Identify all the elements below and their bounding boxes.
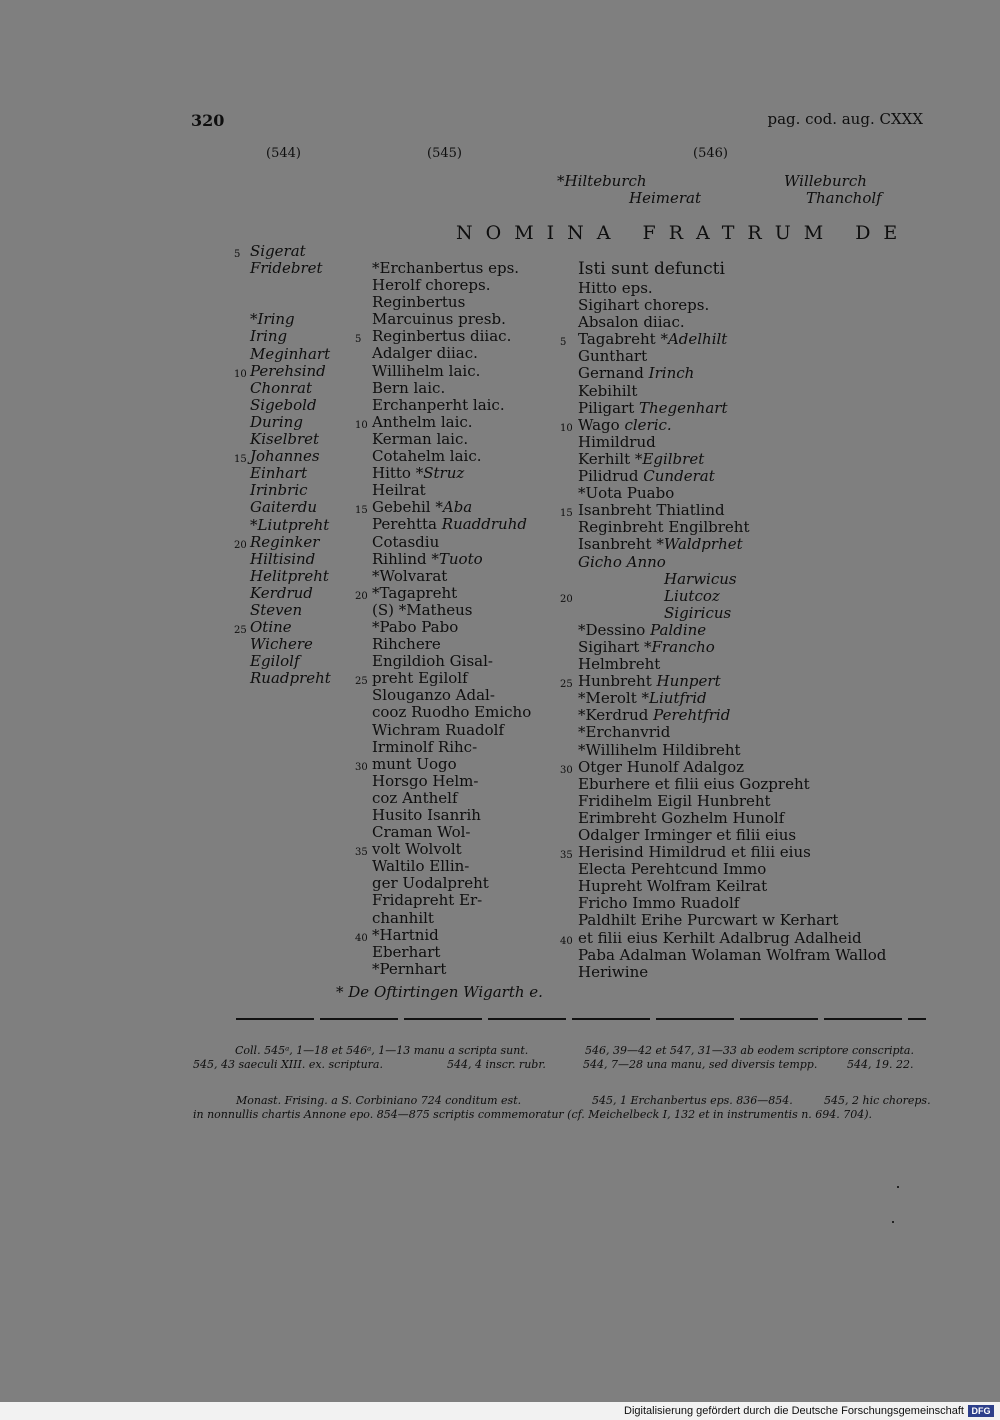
list-item — [250, 397, 331, 414]
list-item — [578, 451, 886, 468]
list-item — [372, 739, 531, 756]
list-item — [372, 773, 531, 790]
list-item — [234, 618, 331, 637]
name-text: Piligart — [578, 398, 639, 417]
name-text-italic: Cunderat — [643, 467, 715, 486]
name-text: Steven — [250, 600, 303, 619]
list-item — [372, 380, 531, 397]
top-name: Thancholf — [806, 189, 882, 207]
list-item — [578, 554, 886, 571]
name-text: (S) *Matheus — [372, 600, 473, 619]
name-text: Perehsind — [250, 361, 326, 380]
name-text: Iring — [250, 327, 288, 346]
name-text: Cotahelm laic. — [372, 447, 482, 466]
list-item — [372, 534, 531, 551]
list-item — [372, 277, 531, 294]
scan-speck — [897, 1186, 899, 1188]
line-number: 35 — [560, 850, 573, 862]
list-item — [578, 519, 886, 536]
name-text-italic: Perehtfrid — [653, 706, 731, 725]
list-item — [578, 707, 886, 724]
list-item — [250, 380, 331, 397]
name-text: Anthelm laic. — [372, 412, 473, 431]
name-text: Wago — [578, 415, 625, 434]
name-text: *Tagapreht — [372, 583, 458, 602]
name-text: Kebihilt — [578, 381, 638, 400]
name-text: Craman Wol- — [372, 823, 471, 842]
list-item — [250, 294, 331, 311]
name-text: volt Wolvolt — [372, 840, 462, 859]
name-text: Helmbreht — [578, 655, 661, 674]
list-item — [372, 311, 531, 328]
list-item — [372, 704, 531, 721]
name-text-italic: Ruaddruhd — [441, 515, 527, 534]
list-item — [372, 824, 531, 841]
list-item — [355, 412, 531, 431]
name-text-italic: *Adelhilt — [660, 330, 728, 349]
name-text: Egilolf — [250, 652, 300, 671]
name-text: Paldhilt Erihe Purcwart w Kerhart — [578, 911, 839, 930]
list-item — [372, 722, 531, 739]
column-546 — [560, 259, 887, 981]
name-text: Sigerat — [250, 242, 306, 260]
name-text: Otger Hunolf Adalgoz — [578, 757, 745, 776]
list-item — [250, 670, 331, 687]
list-item — [372, 431, 531, 448]
name-text: Reginbertus diiac. — [372, 327, 512, 346]
name-text: *Erchanvrid — [578, 723, 671, 742]
name-text: Meginhart — [250, 344, 331, 363]
name-text: Fridihelm Eigil Hunbreht — [578, 791, 771, 810]
list-item — [250, 482, 331, 499]
list-item — [578, 485, 886, 502]
list-item — [372, 345, 531, 362]
name-text: Waltilo Ellin- — [372, 857, 470, 876]
name-text: Herolf choreps. — [372, 276, 491, 295]
name-text: Horsgo Helm- — [372, 771, 479, 790]
line-number: 10 — [234, 368, 247, 380]
name-text-italic: cleric. — [624, 415, 672, 434]
list-item — [250, 517, 331, 534]
page-number: 320 — [191, 111, 225, 130]
name-text-italic: Harwicus — [664, 569, 737, 588]
list-item — [250, 311, 331, 328]
footnote: 545, 43 saeculi XIII. ex. scriptura. — [193, 1058, 383, 1071]
line-number: 20 — [560, 593, 573, 605]
name-text-italic: *Aba — [435, 498, 473, 517]
digitization-banner — [0, 1402, 1000, 1420]
list-item — [578, 690, 886, 707]
list-item — [372, 807, 531, 824]
list-item — [372, 910, 531, 927]
name-text: Kerdrud — [250, 583, 313, 602]
footnote: 544, 19. 22. — [847, 1058, 914, 1071]
list-item — [560, 330, 886, 349]
list-item — [578, 912, 886, 929]
name-text: *Pernhart — [372, 959, 447, 978]
list-item — [234, 242, 331, 260]
name-text: Hiltisind — [250, 549, 316, 568]
list-item — [578, 656, 886, 673]
name-text: Gunthart — [578, 347, 648, 366]
name-text: Irinbric — [250, 481, 308, 500]
name-text-italic: *Struz — [415, 464, 465, 483]
list-item — [250, 602, 331, 619]
list-item — [372, 961, 531, 978]
name-text: Kerman laic. — [372, 429, 469, 448]
name-text: Irminolf Rihc- — [372, 737, 478, 756]
column-number-544: (544) — [266, 146, 301, 161]
list-item — [372, 653, 531, 670]
name-text: Gernand — [578, 364, 649, 383]
list-item — [578, 742, 886, 759]
list-item — [372, 568, 531, 585]
list-item — [250, 277, 331, 294]
list-item — [578, 365, 886, 382]
line-number: 35 — [355, 847, 368, 859]
name-text: *Dessino — [578, 620, 651, 639]
name-text: *Erchanbertus eps. — [372, 259, 520, 277]
name-text: *Uota Puabo — [578, 484, 675, 503]
name-text: Himildrud — [578, 432, 656, 451]
list-item — [372, 619, 531, 636]
name-text: Paba Adalman Wolaman Wolfram Wallod — [578, 945, 887, 964]
line-number: 5 — [234, 249, 241, 260]
list-item — [372, 551, 531, 568]
name-text: Otine — [250, 618, 292, 637]
column-number-545: (545) — [427, 146, 462, 161]
name-text: *Iring — [250, 310, 295, 329]
list-item — [250, 636, 331, 653]
list-item — [578, 468, 886, 485]
list-item — [250, 346, 331, 363]
line-number: 20 — [355, 590, 368, 602]
name-text-italic: Hunpert — [656, 672, 721, 691]
column-545 — [355, 259, 532, 978]
name-text: Fricho Immo Ruadolf — [578, 894, 740, 913]
list-item — [250, 653, 331, 670]
line-number: 20 — [234, 539, 247, 551]
list-item — [372, 363, 531, 380]
list-item — [560, 586, 886, 605]
footnote: 544, 7—28 una manu, sed diversis tempp. — [583, 1058, 818, 1071]
list-item — [355, 840, 531, 859]
line-number: 10 — [355, 419, 368, 431]
footnote: 546, 39—42 et 547, 31—33 ab eodem scriptore conscripta. — [585, 1044, 914, 1057]
list-item — [560, 501, 886, 520]
name-text: Odalger Irminger et filii eius — [578, 826, 797, 844]
name-text: Engildioh Gisal- — [372, 652, 493, 671]
name-text: Chonrat — [250, 378, 312, 397]
name-text: Isanbreht — [578, 535, 657, 554]
name-text-italic: Irinch — [648, 364, 695, 383]
name-text: Wichere — [250, 635, 313, 654]
list-item — [578, 297, 886, 314]
line-number: 15 — [560, 508, 573, 520]
list-item — [355, 669, 531, 688]
name-text: *Liutpreht — [250, 515, 330, 534]
list-item — [250, 260, 331, 277]
name-text: Reginbreht Engilbreht — [578, 518, 750, 537]
list-item — [560, 928, 886, 947]
list-item — [578, 827, 886, 844]
list-item — [250, 551, 331, 568]
list-item — [234, 532, 331, 551]
dfg-logo: DFG — [968, 1405, 994, 1417]
list-item — [372, 944, 531, 961]
top-name: Willeburch — [784, 172, 867, 190]
name-text: Einhart — [250, 464, 308, 483]
list-item — [372, 397, 531, 414]
list-item — [234, 447, 331, 466]
line-number: 5 — [355, 334, 362, 346]
name-text-italic: Liutcoz — [664, 586, 720, 605]
name-text: Isti sunt defuncti — [578, 259, 725, 279]
list-item — [372, 790, 531, 807]
footnote: Coll. 545ᵃ, 1—18 et 546ᵃ, 1—13 manu a scripta sunt. — [235, 1044, 529, 1057]
name-text: During — [250, 412, 303, 431]
footnote: Monast. Frising. a S. Corbiniano 724 conditum est. — [236, 1094, 522, 1107]
name-text: *Willihelm Hildibreht — [578, 740, 741, 759]
list-item — [372, 448, 531, 465]
name-text: Fridebret — [250, 259, 323, 278]
name-text: Willihelm laic. — [372, 361, 481, 380]
list-item — [578, 261, 886, 280]
name-text: Ruadpreht — [250, 669, 331, 688]
name-text: *Hartnid — [372, 925, 439, 944]
line-number: 25 — [234, 625, 247, 637]
list-item — [250, 568, 331, 585]
list-item — [250, 431, 331, 448]
list-item — [355, 498, 531, 517]
column-545-note: * De Oftirtingen Wigarth e. — [336, 983, 543, 1001]
name-text: Isanbreht Thiatlind — [578, 501, 725, 520]
name-text: Slouganzo Adal- — [372, 686, 495, 705]
footnote: in nonnullis chartis Annone epo. 854—875 scriptis commemoratur (cf. Meichelbeck I, 132 et in instrumentis n. 694. 704). — [193, 1108, 873, 1121]
list-item — [578, 964, 886, 981]
list-item — [560, 672, 886, 691]
list-item — [578, 947, 886, 964]
column-544 — [234, 242, 331, 688]
name-text-italic: Sigiricus — [664, 603, 732, 622]
name-text: Rihchere — [372, 635, 441, 654]
name-text: Hitto eps. — [578, 279, 653, 297]
name-text: Husito Isanrih — [372, 806, 481, 824]
banner-text: Digitalisierung gefördert durch die Deutsche Forschungsgemeinschaft — [624, 1405, 964, 1417]
list-item — [355, 327, 531, 346]
name-text: Hupreht Wolfram Keilrat — [578, 877, 768, 896]
list-item — [578, 793, 886, 810]
name-text: *Pabo Pabo — [372, 617, 459, 636]
list-item — [372, 875, 531, 892]
name-text: Sigihart choreps. — [578, 296, 710, 315]
list-item — [250, 499, 331, 516]
line-number: 25 — [560, 679, 573, 691]
name-text: Kerhilt — [578, 449, 635, 468]
column-number-546: (546) — [693, 146, 728, 161]
list-item — [372, 636, 531, 653]
name-text: Herisind Himildrud et filii eius — [578, 843, 811, 862]
list-item — [578, 348, 886, 365]
list-item — [372, 858, 531, 875]
line-number: 40 — [355, 932, 368, 944]
list-item — [372, 516, 531, 533]
list-item — [372, 482, 531, 499]
name-text: Heriwine — [578, 962, 649, 981]
footnote: 544, 4 inscr. rubr. — [447, 1058, 546, 1071]
list-item — [355, 925, 531, 944]
name-text: Perehtta — [372, 515, 442, 534]
name-text: chanhilt — [372, 908, 434, 927]
name-text: Absalon diiac. — [578, 313, 685, 332]
name-text: Sigihart — [578, 637, 645, 656]
list-item — [578, 434, 886, 451]
line-number: 30 — [560, 764, 573, 776]
list-item — [560, 415, 886, 434]
footnote: 545, 1 Erchanbertus eps. 836—854. — [592, 1094, 793, 1107]
name-text: Hitto — [372, 464, 416, 483]
list-item — [578, 724, 886, 741]
name-text: Heilrat — [372, 481, 426, 500]
name-text: munt Uogo — [372, 754, 457, 773]
name-text: Electa Perehtcund Immo — [578, 860, 767, 879]
list-item — [372, 602, 531, 619]
list-item — [372, 294, 531, 311]
name-text-italic: Paldine — [650, 620, 707, 639]
name-text: ger Uodalpreht — [372, 874, 489, 893]
name-text: Eburhere et filii eius Gozpreht — [578, 774, 810, 793]
list-item — [560, 843, 886, 862]
name-text: Marcuinus presb. — [372, 310, 506, 329]
list-item — [250, 585, 331, 602]
name-text: Fridapreht Er- — [372, 891, 483, 910]
name-text: *Wolvarat — [372, 566, 448, 585]
name-text-italic: Thegenhart — [639, 398, 728, 417]
list-item — [578, 280, 886, 297]
name-text: Erchanperht laic. — [372, 395, 505, 414]
list-item — [250, 328, 331, 345]
list-item — [372, 465, 531, 482]
name-text: cooz Ruodho Emicho — [372, 703, 532, 722]
list-item — [372, 892, 531, 909]
name-text: preht Egilolf — [372, 669, 468, 688]
name-text: *Merolt — [578, 689, 642, 708]
name-text: Tagabreht — [578, 330, 661, 349]
top-name: *Hilteburch — [557, 172, 647, 190]
list-item — [578, 622, 886, 639]
line-number: 5 — [560, 337, 567, 349]
list-item — [355, 754, 531, 773]
name-text: Gebehil — [372, 498, 436, 517]
name-text: *Kerdrud — [578, 706, 654, 725]
name-text: Reginbertus — [372, 293, 466, 312]
list-item — [578, 605, 886, 622]
name-text: Hunbreht — [578, 672, 657, 691]
line-number: 15 — [234, 454, 247, 466]
name-text: Kiselbret — [250, 430, 320, 449]
name-text: Helitpreht — [250, 566, 329, 585]
footnote-divider — [236, 1018, 926, 1020]
name-text-italic: *Tuoto — [431, 549, 483, 568]
list-item — [578, 895, 886, 912]
name-text-italic: *Francho — [644, 637, 715, 656]
section-title: NOMINA FRATRUM DE — [456, 222, 911, 244]
list-item — [578, 639, 886, 656]
line-number: 40 — [560, 935, 573, 947]
name-text-italic: *Liutfrid — [641, 689, 707, 708]
line-number: 25 — [355, 676, 368, 688]
list-item — [578, 861, 886, 878]
list-item — [250, 465, 331, 482]
name-text: Eberhart — [372, 942, 441, 961]
list-item — [578, 810, 886, 827]
list-item — [372, 260, 531, 277]
name-text: Sigebold — [250, 395, 317, 414]
name-text-italic: *Egilbret — [634, 449, 705, 468]
running-head: pag. cod. aug. CXXX — [767, 110, 923, 128]
top-name: Heimerat — [629, 189, 701, 207]
name-text: Johannes — [250, 447, 320, 466]
name-text: Cotasdiu — [372, 532, 440, 551]
list-item — [355, 583, 531, 602]
list-item — [578, 383, 886, 400]
list-item — [372, 687, 531, 704]
list-item — [234, 361, 331, 380]
name-text: et filii eius Kerhilt Adalbrug Adalheid — [578, 928, 862, 947]
list-item — [578, 400, 886, 417]
name-text: Reginker — [250, 532, 320, 551]
name-text: Bern laic. — [372, 378, 446, 397]
name-text-italic: Gicho Anno — [578, 552, 666, 571]
footnote: 545, 2 hic choreps. — [824, 1094, 931, 1107]
list-item — [578, 314, 886, 331]
name-text: Pilidrud — [578, 467, 644, 486]
name-text-italic: *Waldprhet — [656, 535, 743, 554]
name-text: Adalger diiac. — [372, 344, 478, 363]
name-text: Rihlind — [372, 549, 432, 568]
name-text: Gaiterdu — [250, 498, 318, 517]
name-text: Wichram Ruadolf — [372, 720, 504, 739]
list-item — [578, 878, 886, 895]
name-text: coz Anthelf — [372, 788, 458, 807]
line-number: 30 — [355, 761, 368, 773]
line-number: 10 — [560, 422, 573, 434]
line-number: 15 — [355, 505, 368, 517]
name-text: Erimbreht Gozhelm Hunolf — [578, 808, 785, 827]
list-item — [578, 571, 886, 588]
list-item — [578, 536, 886, 553]
list-item — [578, 776, 886, 793]
list-item — [250, 414, 331, 431]
scan-speck — [892, 1221, 894, 1223]
list-item — [560, 757, 886, 776]
